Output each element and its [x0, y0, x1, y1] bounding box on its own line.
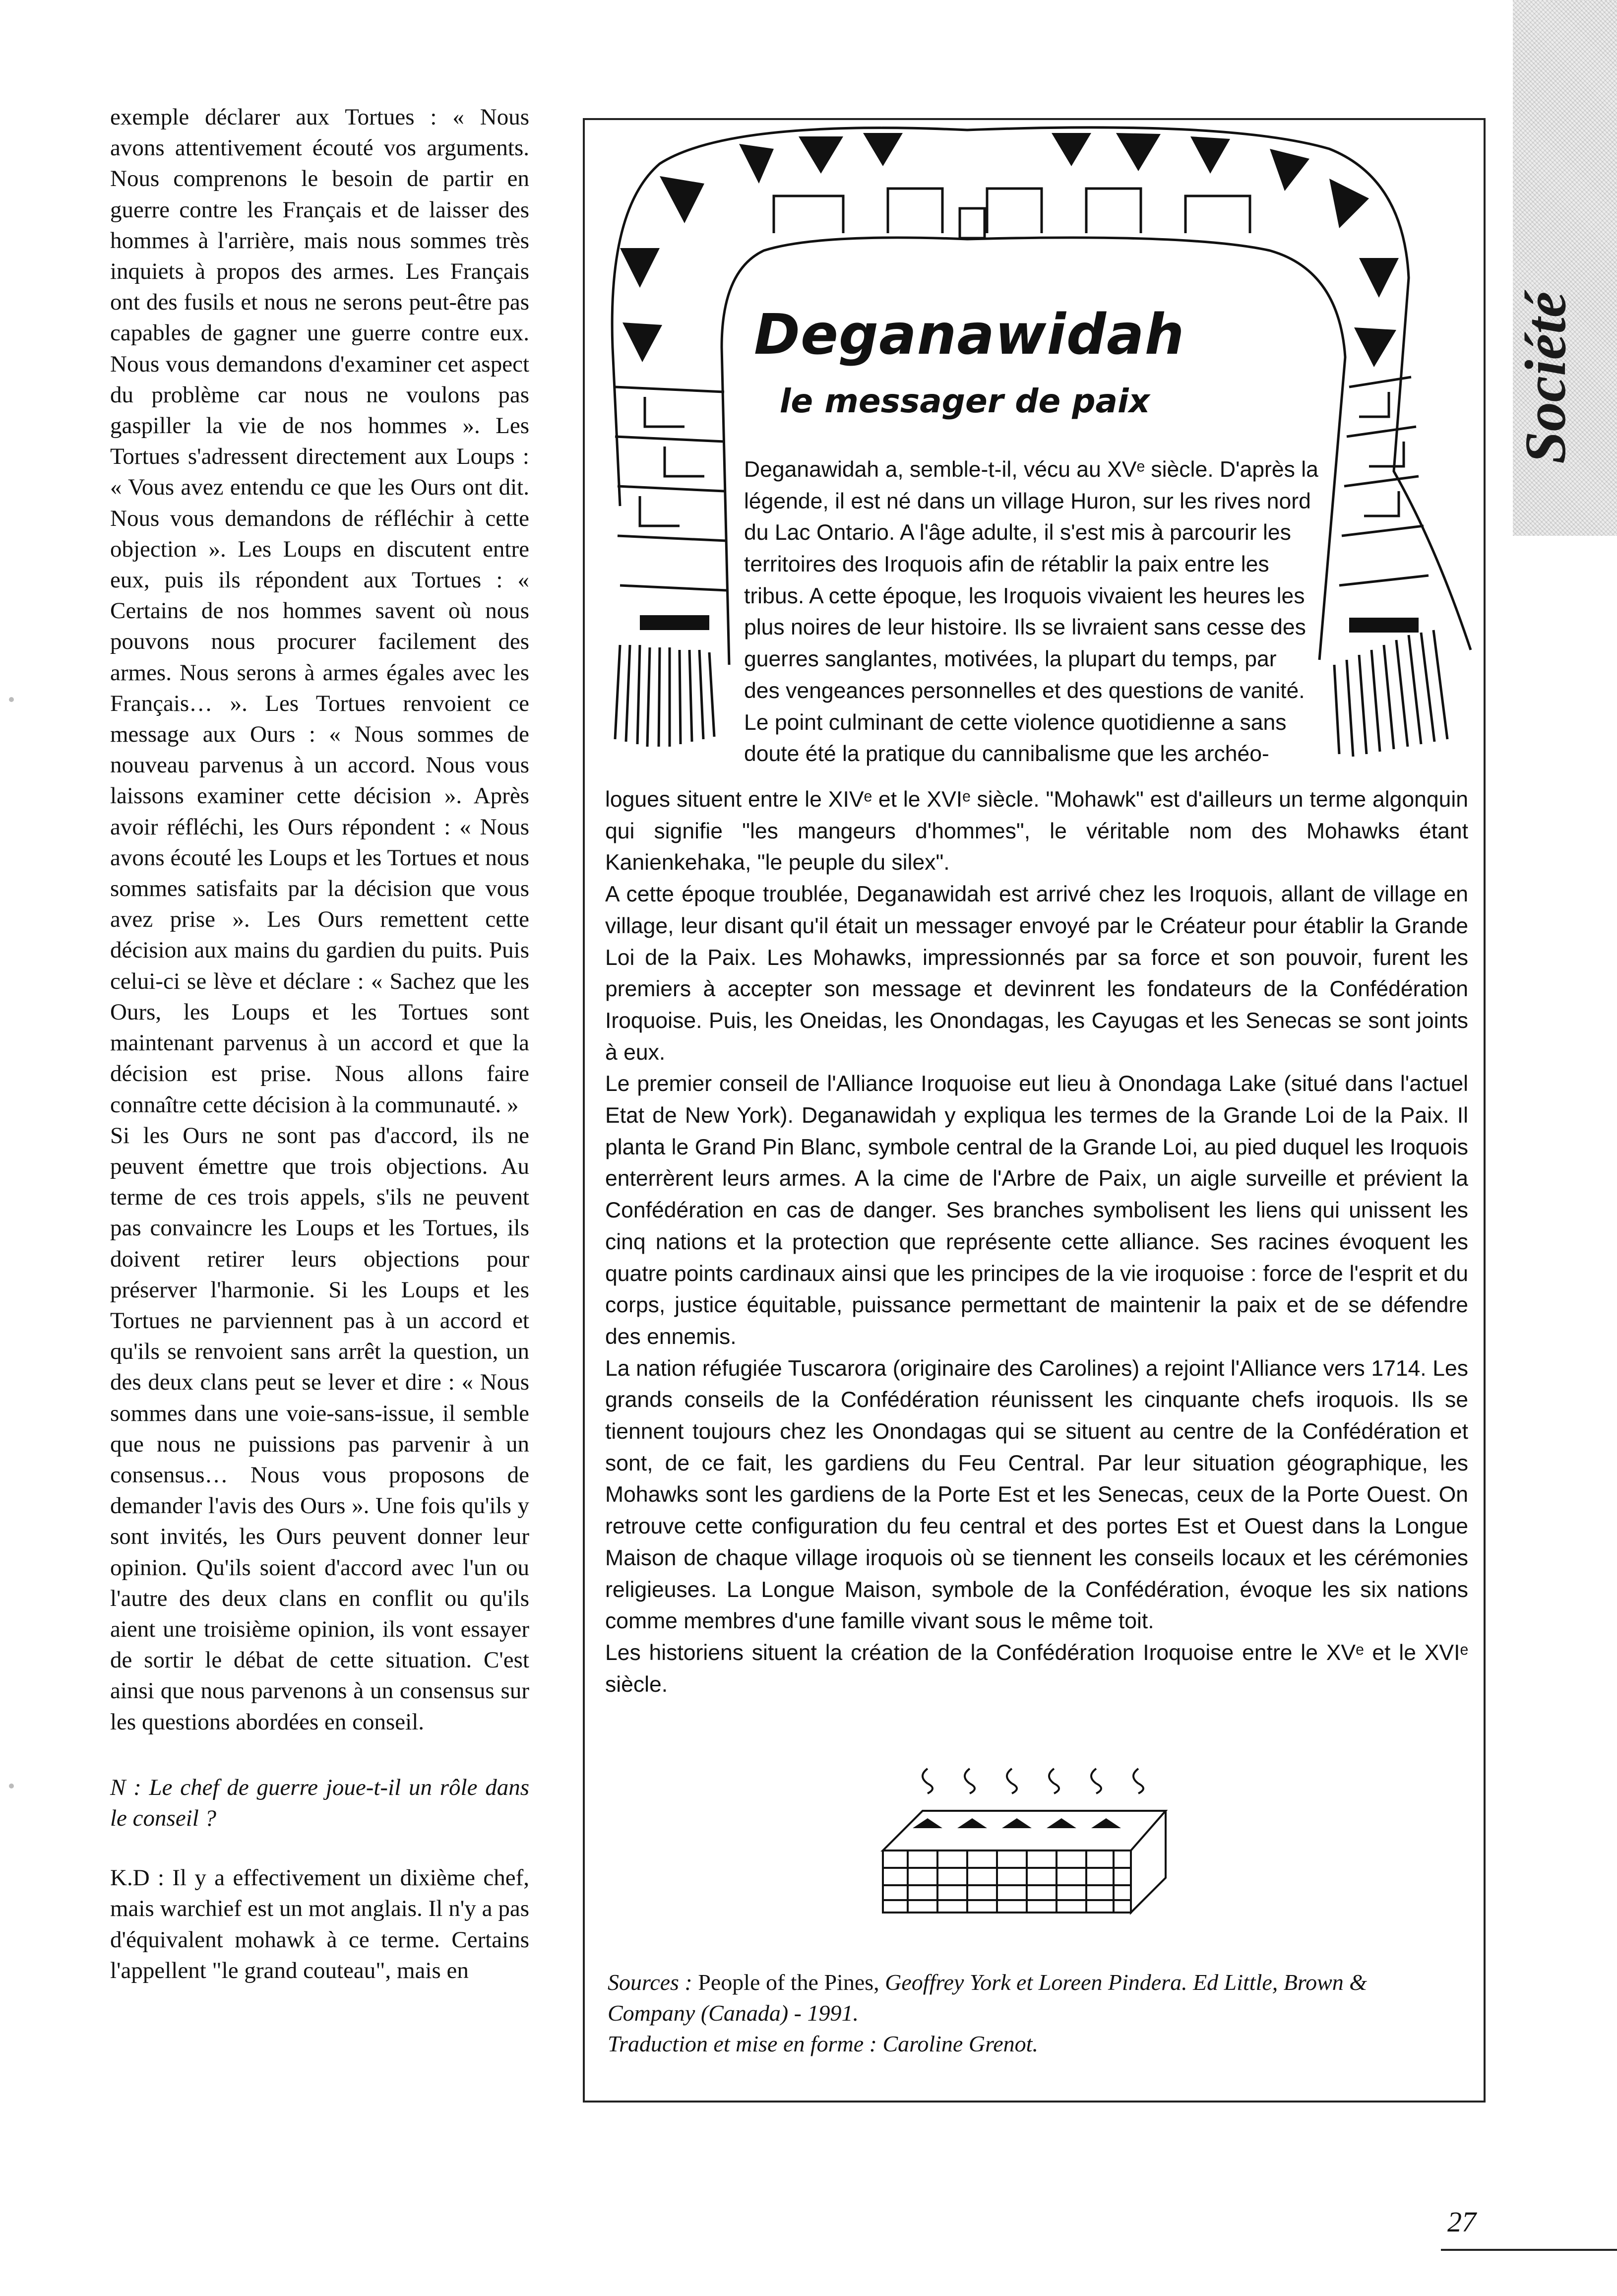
intro-line: doute été la pratique du cannibalisme que les archéo- — [744, 742, 1269, 766]
interview-question: N : Le chef de guerre joue-t-il un rôle dans le conseil ? — [110, 1774, 529, 1831]
page-number-rule — [1441, 2249, 1617, 2251]
left-paragraph-2: Si les Ours ne sont pas d'accord, ils ne peuvent émettre que trois objections. Au terme de ces trois appels, s'ils ne peuvent pas convaincre les Loups et les Tortues, ils doivent retirer leurs objections pour préserver l'harmonie. Si les Loups et les Tortues ne parviennent pas à un accord et qu'ils se renvoient sans arrêt la question, un des deux clans peut se lever et dire : « Nous sommes dans une voie-sans-issue, il semble que nous ne puissions pas parvenir à un consensus… Nous vous proposons de demander l'avis des Ours ». Une fois qu'ils y sont invités, les Ours peuvent donner leur opinion. Qu'ils soient d'accord avec l'un ou l'autre des deux clans en conflit ou qu'ils aient une troisième opinion, ils vont essayer de sortir le débat de cette situation. C'est ainsi que nous parvenons à un consensus sur les questions abordées en conseil. — [110, 1122, 529, 1735]
intro-line: territoires des Iroquois afin de rétablir la paix entre les — [744, 552, 1269, 577]
translation-credit: Traduction et mise en forme : Caroline Grenot. — [608, 2031, 1038, 2056]
intro-line: du Lac Ontario. A l'âge adulte, il s'est mis à parcourir les — [744, 520, 1291, 545]
intro-line: Deganawidah a, semble-t-il, vécu au XVᵉ siècle. D'après la — [744, 457, 1318, 482]
sources-block — [608, 1967, 1401, 2059]
box-intro — [744, 454, 1369, 770]
sources-title: People of the Pines, — [698, 1970, 879, 1995]
box-subtitle: le messager de paix — [779, 382, 1150, 420]
sources-rest: Geoffrey York et Loreen Pindera. Ed Little, Brown & Company (Canada) - 1991. — [608, 1970, 1368, 2026]
interview-answer: K.D : Il y a effectivement un dixième chef, mais warchief est un mot anglais. Il n'y a pas d'équivalent mohawk à ce terme. Certains l'appellent "le grand couteau", mais en — [110, 1865, 529, 1983]
rubric-label: Société — [1513, 291, 1578, 464]
sources-line — [608, 1967, 1401, 2029]
left-main-text: exemple déclarer aux Tortues : « Nous avons attentivement écouté vos arguments. Nous comprenons le besoin de partir en guerre contre les Français et de laisser des hommes à l'arrière, mais nous sommes très inquiets à propos des armes. Les Français ont des fusils et nous ne serons peut-être pas capables de gagner une guerre contre eux. Nous vous demandons d'examiner cet aspect du problème car nous ne voulons pas gaspiller la vie de nos hommes ». Les Tortues s'adressent directement aux Loups : « Vous avez entendu ce que les Ours ont dit. Nous vous demandons de réfléchir à cette objection ». Les Loups en discutent entre eux, puis ils répondent aux Tortues : « Certains de nos hommes savent où nous pouvons nous procurer facilement des armes. Nous serons à armes égales avec les Français… ». Les Tortues renvoient ce message aux Ours : « Nous sommes de nouveau parvenus à un accord. Nous vous laissons examiner cette décision ». Après avoir réfléchi, les Ours répondent : « Nous avons écouté les Loups et les Tortues et nous sommes satisfaits par la décision que vous avez prise ». Les Ours remettent cette décision aux mains du gardien du puits. Puis celui-ci se lève et déclare : « Sachez que les Ours, les Loups et les Tortues sont maintenant parvenus à un accord et que la décision est prise. Nous allons faire connaître cette décision à la communauté. » — [110, 104, 529, 1118]
intro-line: plus noires de leur histoire. Ils se livraient sans cesse des — [744, 615, 1306, 640]
intro-line: guerres sanglantes, motivées, la plupart du temps, par — [744, 647, 1277, 672]
sources-label: Sources : — [608, 1970, 692, 1995]
box-paragraph-5: Les historiens situent la création de la Confédération Iroquoise entre le XVᵉ et le XVIᵉ siècle. — [605, 1640, 1468, 1697]
intro-line: Le point culminant de cette violence quotidienne a sans — [744, 710, 1287, 735]
box-body — [605, 784, 1468, 1700]
longhouse-illustration — [863, 1764, 1181, 1927]
box-paragraph-2: A cette époque troublée, Deganawidah est arrivé chez les Iroquois, allant de village en village, leur disant qu'il était un messager envoyé par le Créateur pour établir la Grande Loi de la Paix. Les Mohawks, impressionnés par sa force et son pouvoir, furent les premiers à accepter son message et devinrent les fondateurs de la Confédération Iroquoise. Puis, les Oneidas, les Onondagas, les Cayugas et les Senecas se sont joints à eux. — [605, 882, 1468, 1065]
box-paragraph-4: La nation réfugiée Tuscarora (originaire des Carolines) a rejoint l'Alliance vers 1714. Les grands conseils de la Confédération réunissent les cinquante chefs iroquois. Ils se tiennent toujours chez les Onondagas qui se situent au centre de la Confédération et sont, de ce fait, les gardiens du Feu Central. Par leur situation géographique, les Mohawks sont les gardiens de la Porte Est et les Senecas, ceux de la Porte Ouest. On retrouve cette configuration du feu central et des portes Est et Ouest dans la Longue Maison de chaque village iroquois où se tiennent les conseils locaux et les cérémonies religieuses. La Longue Maison, symbole de la Confédération, évoque les six nations comme membres d'une famille vivant sous le même toit. — [605, 1356, 1468, 1634]
box-paragraph-1-cont: logues situent entre le XIVᵉ et le XVIᵉ siècle. "Mohawk" est d'ailleurs un terme algonquin qui signifie "les mangeurs d'hommes", le véritable nom des Mohawks étant Kanienkehaka, "le peuple du silex". — [605, 787, 1468, 875]
box-paragraph-3: Le premier conseil de l'Alliance Iroquoise eut lieu à Onondaga Lake (situé dans l'actuel Etat de New York). Deganawidah y expliqua les termes de la Grande Loi de la Paix. Il planta le Grand Pin Blanc, symbole central de la Grande Loi, au pied duquel les Iroquois enterrèrent leurs armes. A la cime de l'Arbre de Paix, un aigle surveille et prévient la Confédération en cas de danger. Ses branches symbolisent les liens qui unissent les cinq nations et la protection que représente cette alliance. Ses racines évoquent les quatre points cardinaux ainsi que les principes de la vie iroquoise : force de l'esprit et du corps, justice équitable, puissance permettant de maintenir la paix et de se défendre des ennemis. — [605, 1072, 1468, 1349]
intro-line: des vengeances personnelles et des questions de vanité. — [744, 678, 1305, 703]
box-title: Deganawidah — [754, 303, 1185, 367]
margin-mark — [9, 1784, 14, 1788]
intro-line: légende, il est né dans un village Huron, sur les rives nord — [744, 489, 1311, 513]
intro-line: tribus. A cette époque, les Iroquois vivaient les heures les — [744, 583, 1305, 608]
margin-mark — [9, 697, 14, 702]
page-number: 27 — [1447, 2206, 1476, 2238]
